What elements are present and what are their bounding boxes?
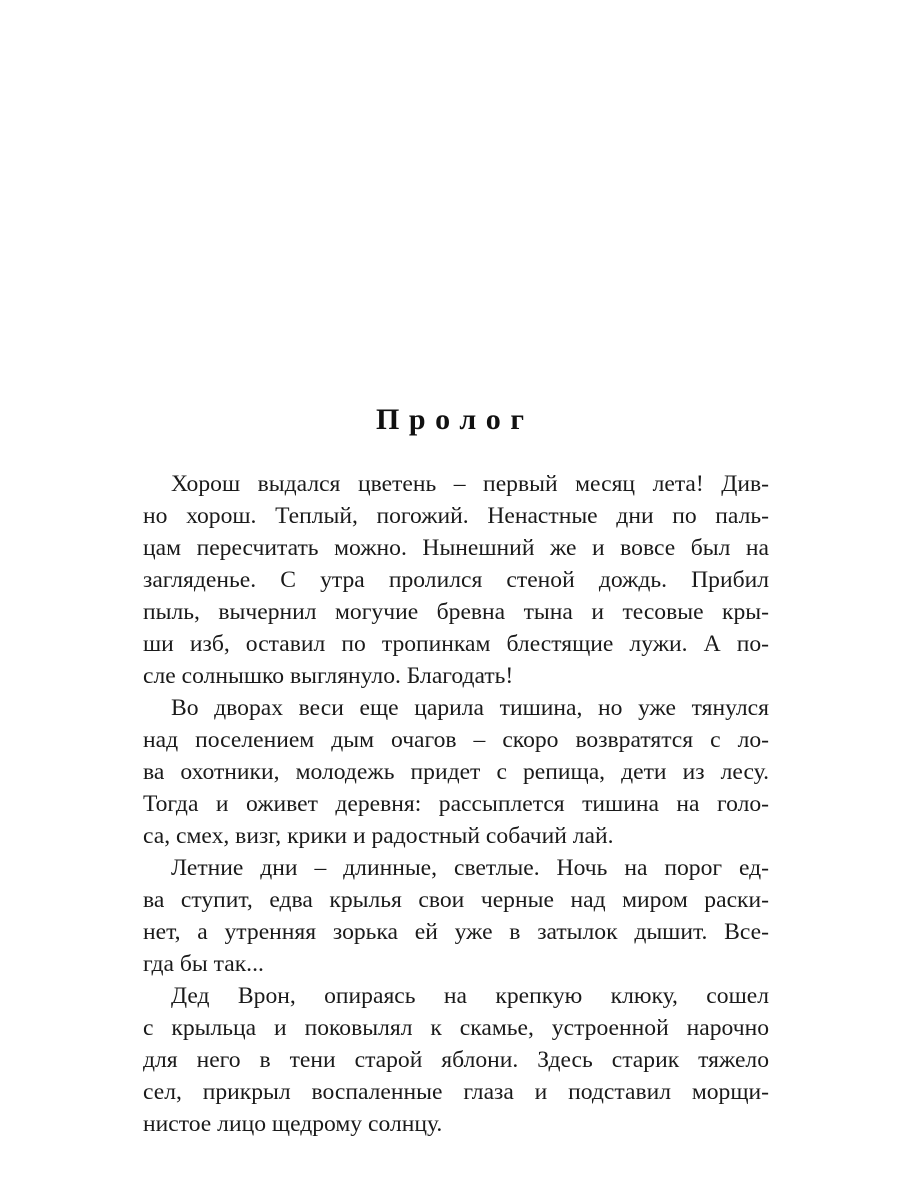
paragraph [143,692,769,852]
text-line: Хорош выдался цветень – первый месяц лета! Див- [171,471,769,497]
text-line: для него в тени старой яблони. Здесь старик тяжело [143,1047,769,1073]
text-line: гда бы так... [143,951,264,977]
text-line: но хорош. Теплый, погожий. Ненастные дни по паль- [143,503,769,529]
text-line: ши изб, оставил по тропинкам блестящие лужи. А по- [143,631,769,657]
text-line: загляденье. С утра пролился стеной дождь. Прибил [143,567,769,593]
paragraph [143,980,769,1140]
paragraph [143,852,769,980]
text-line: Тогда и оживет деревня: рассыплется тишина на голо- [143,791,769,817]
text-line: Летние дни – длинные, светлые. Ночь на порог ед- [171,855,769,881]
text-line: нет, а утренняя зорька ей уже в затылок дышит. Все- [143,919,769,945]
text-line: са, смех, визг, крики и радостный собачий лай. [143,823,614,849]
chapter-title: Пролог [375,403,534,436]
text-line: нистое лицо щедрому солнцу. [143,1111,443,1137]
paragraph [143,468,769,692]
text-line: цам пересчитать можно. Нынешний же и вовсе был на [143,535,769,561]
text-line: над поселением дым очагов – скоро возвратятся с ло- [143,727,769,753]
text-line: ва ступит, едва крылья свои черные над миром раски- [143,887,769,913]
text-line: сел, прикрыл воспаленные глаза и подставил морщи- [143,1079,769,1105]
text-line: пыль, вычернил могучие бревна тына и тесовые кры- [143,599,769,625]
chapter-body [143,468,769,1140]
text-line: с крыльца и поковылял к скамье, устроенной нарочно [143,1015,769,1041]
text-line: ва охотники, молодежь придет с репища, дети из лесу. [143,759,769,785]
text-line: сле солнышко выглянуло. Благодать! [143,663,514,689]
text-line: Дед Врон, опираясь на крепкую клюку, сошел [171,983,769,1009]
text-line: Во дворах веси еще царила тишина, но уже тянулся [171,695,769,721]
